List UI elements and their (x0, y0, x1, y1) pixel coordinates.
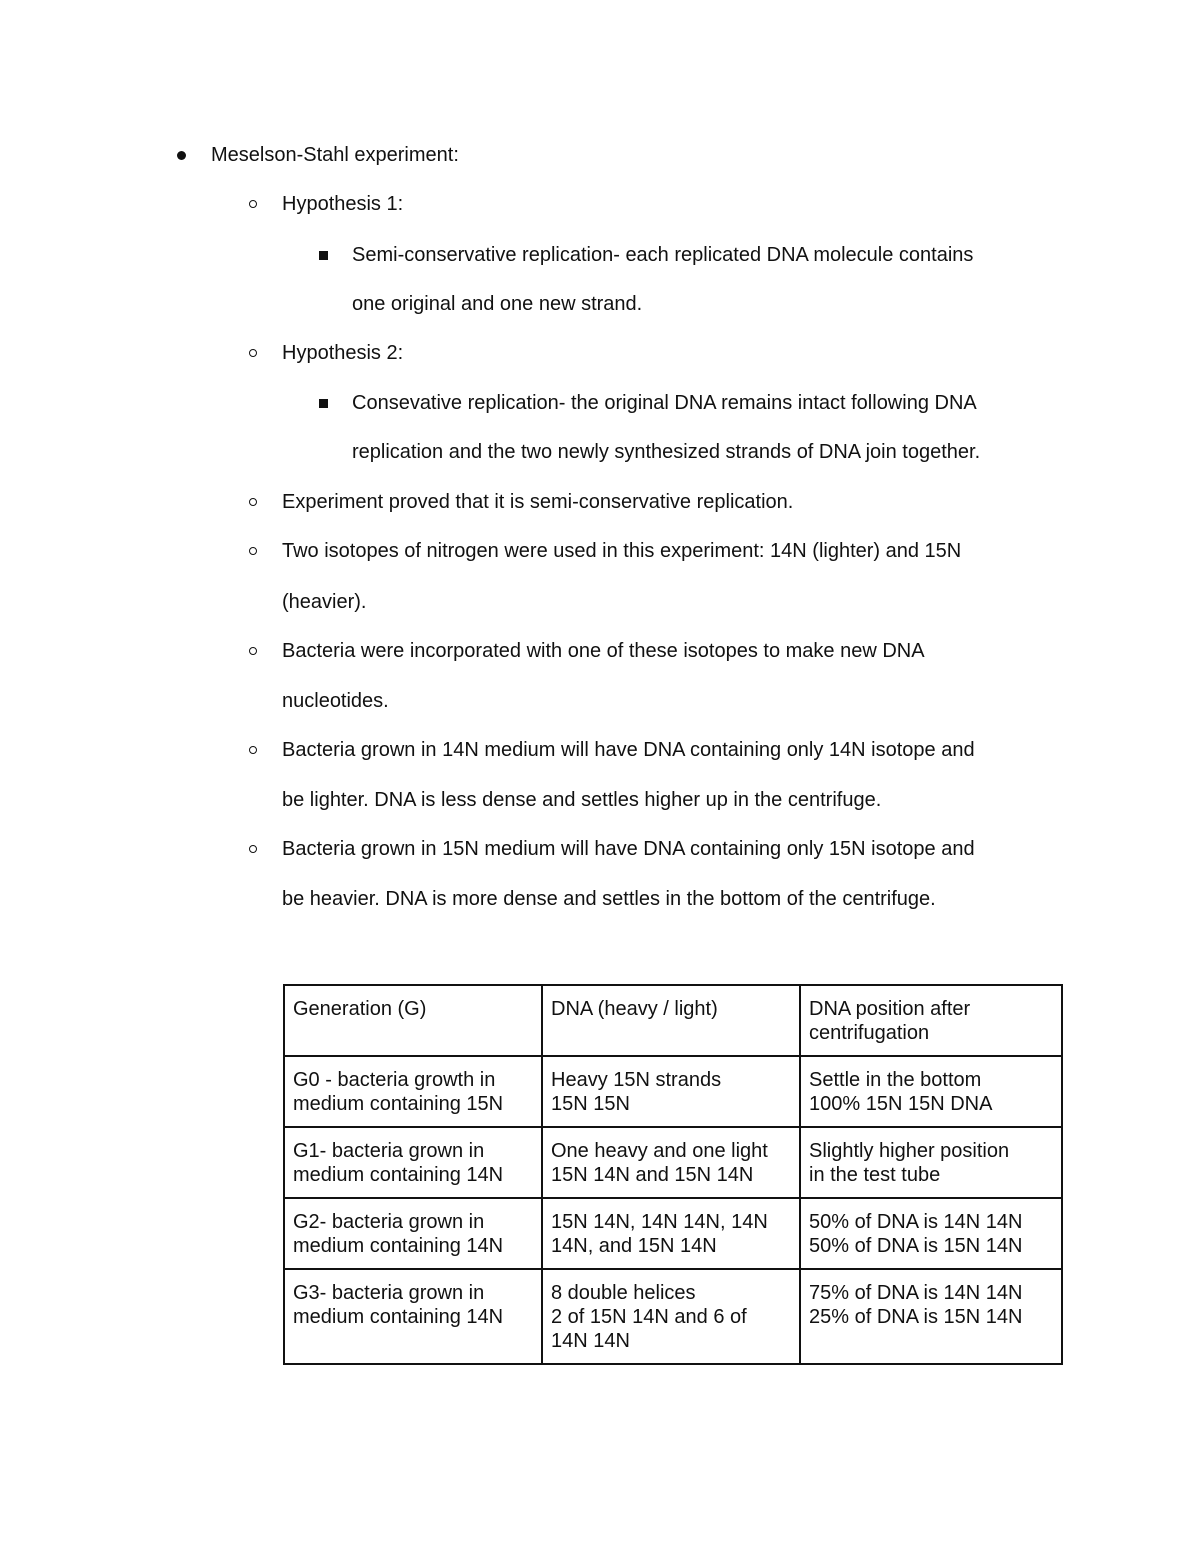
point-3-line1: Bacteria were incorporated with one of these isotopes to make new DNA (282, 640, 925, 662)
table-cell: G3- bacteria grown in medium containing 14N (284, 1269, 542, 1364)
point-3-line2: nucleotides. (282, 690, 389, 712)
bullet-circle-icon (249, 349, 257, 357)
hypothesis-1-detail-line1: Semi-conservative replication- each replicated DNA molecule contains (352, 244, 974, 266)
bullet-square-icon (319, 399, 328, 408)
table-cell: G2- bacteria grown in medium containing 14N (284, 1198, 542, 1269)
table-cell: G0 - bacteria growth in medium containing 15N (284, 1056, 542, 1127)
hypothesis-2-detail-line2: replication and the two newly synthesized strands of DNA join together. (352, 441, 981, 463)
point-5-line1: Bacteria grown in 15N medium will have DNA containing only 15N isotope and (282, 838, 975, 860)
bullet-circle-icon (249, 498, 257, 506)
table-cell: Slightly higher position in the test tube (800, 1127, 1062, 1198)
hypothesis-1-detail-line2: one original and one new strand. (352, 293, 643, 315)
table-cell: 75% of DNA is 14N 14N 25% of DNA is 15N 14N (800, 1269, 1062, 1364)
table-row (284, 1198, 1062, 1269)
point-4-line2: be lighter. DNA is less dense and settles higher up in the centrifuge. (282, 789, 882, 811)
table-row (284, 1127, 1062, 1198)
hypothesis-2-detail-line1: Consevative replication- the original DNA remains intact following DNA (352, 392, 977, 414)
point-1-line1: Experiment proved that it is semi-conservative replication. (282, 491, 794, 513)
generation-table (283, 984, 1063, 1365)
table-header-cell: DNA (heavy / light) (542, 985, 800, 1056)
point-5-line2: be heavier. DNA is more dense and settles in the bottom of the centrifuge. (282, 888, 936, 910)
bullet-circle-icon (249, 845, 257, 853)
hypothesis-1-label: Hypothesis 1: (282, 193, 404, 215)
table-cell: Settle in the bottom 100% 15N 15N DNA (800, 1056, 1062, 1127)
outline-title: Meselson-Stahl experiment: (211, 144, 459, 166)
bullet-circle-icon (249, 200, 257, 208)
hypothesis-2-label: Hypothesis 2: (282, 342, 404, 364)
point-2-line2: (heavier). (282, 591, 367, 613)
table-header-cell: DNA position after centrifugation (800, 985, 1062, 1056)
table-row (284, 1269, 1062, 1364)
bullet-disc-icon (177, 151, 186, 160)
table-cell: One heavy and one light 15N 14N and 15N 14N (542, 1127, 800, 1198)
table-cell: 15N 14N, 14N 14N, 14N 14N, and 15N 14N (542, 1198, 800, 1269)
table-cell: 50% of DNA is 14N 14N 50% of DNA is 15N 14N (800, 1198, 1062, 1269)
table-cell: 8 double helices 2 of 15N 14N and 6 of 14N 14N (542, 1269, 800, 1364)
point-4-line1: Bacteria grown in 14N medium will have DNA containing only 14N isotope and (282, 739, 975, 761)
bullet-circle-icon (249, 647, 257, 655)
bullet-circle-icon (249, 746, 257, 754)
bullet-square-icon (319, 251, 328, 260)
point-2-line1: Two isotopes of nitrogen were used in this experiment: 14N (lighter) and 15N (282, 540, 962, 562)
table-header-row (284, 985, 1062, 1056)
table-header-cell: Generation (G) (284, 985, 542, 1056)
table-cell: G1- bacteria grown in medium containing 14N (284, 1127, 542, 1198)
bullet-circle-icon (249, 547, 257, 555)
table-cell: Heavy 15N strands 15N 15N (542, 1056, 800, 1127)
table-row (284, 1056, 1062, 1127)
